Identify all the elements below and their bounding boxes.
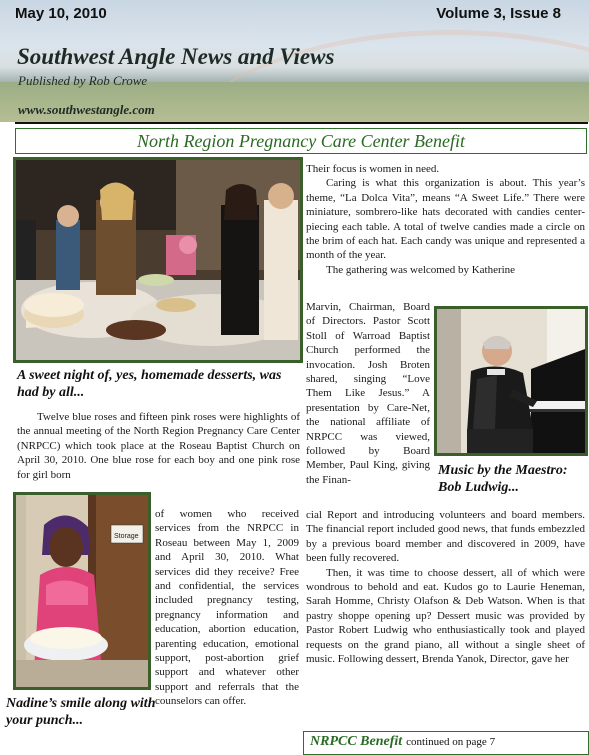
nadine-photo-image [16,495,148,687]
publisher-line: Published by Rob Crowe [18,73,148,88]
article-right-bottom [306,508,585,666]
masthead [0,0,589,122]
maestro-caption: Music by the Maestro: Bob Ludwig... [438,463,568,495]
maestro-photo [434,306,588,456]
theme-paragraph: Caring is what this organization is about. This year’s theme, “La Dolca Vita”, means “A Sweet Life.” There were miniature, sombrero-like hats decorated with candies center-piecing each table. A total of twelve candies made a circle on the brim of each hat. Each candy was unique and represented a month of the year. [306,177,585,262]
article-right-top [306,162,585,277]
dessert-paragraph: Then, it was time to choose dessert, all of which were wondrous to behold and eat. Kudos go to Laurie Heneman, Sarah Homme, Christy Olafson & Deb Watson. When is that pastry shoppe opening up? Dessert music was provided by Pastor Robert Ludwig who enthusiastically took and played requests on the grand piano, all without a single sheet of music. Following dessert, Brenda Yanok, Director, gave her [306,566,585,666]
desserts-photo-image [16,160,300,360]
article-intro [17,410,300,482]
desserts-caption: A sweet night of, yes, homemade desserts, was had by all... [17,368,282,400]
newsletter-title: Southwest Angle News and Views [17,44,335,69]
headline-banner [15,128,587,154]
gathering-wrap: Marvin, Chairman, Board of Directors. Pastor Scott Stoll of Warroad Baptist Church performed the invocation. Josh Broten shared, singing “Love Them Like Jesus.” A presentation by Care-Net, the national affiliate of NRPCC was viewed, followed by Board Member, Paul King, giving the Finan- [306,301,430,486]
nadine-photo [13,492,151,690]
issue-volume: Volume 3, Issue 8 [436,5,561,22]
gathering-lead: The gathering was welcomed by Katherine [326,263,516,276]
financial-paragraph: cial Report and introducing volunteers and board members. The financial report included good news, that funds embezzled by a previous board member and discovered in 2009, have been fully recovered. [306,509,585,565]
headline: North Region Pregnancy Care Center Benefit [136,131,466,151]
issue-date: May 10, 2010 [15,5,107,22]
continued-title: NRPCC Benefit [310,734,403,749]
masthead-rule [15,122,588,124]
article-right-wrap [306,300,430,487]
intro-paragraph: Twelve blue roses and fifteen pink roses were highlights of the annual meeting of the North Region Pregnancy Care Center (NRPCC) which took place at the Roseau Baptist Church on April 30, 2010. One blue rose for each boy and one pink rose for girl born [17,411,300,481]
continued-page: continued on page 7 [406,736,496,748]
desserts-photo [13,157,303,363]
website-link[interactable]: www.southwestangle.com [18,102,155,117]
article-services [155,507,299,709]
maestro-photo-image [437,309,585,453]
storage-sign-text: Storage [114,533,139,540]
continued-box[interactable] [303,731,589,755]
focus-paragraph: Their focus is women in need. [306,163,440,175]
services-paragraph: of women who received services from the NRPCC in Roseau between May 1, 2009 and April 30, 2010. What services did they receive? Free and confidential, the services included pregnancy testing, pregnancy information and education, abortion education, parenting education, emotional support, post-abortion grief support and whatever other support and referrals that the counselors can offer. [155,508,299,708]
nadine-caption: Nadine’s smile along with your punch... [6,696,156,728]
